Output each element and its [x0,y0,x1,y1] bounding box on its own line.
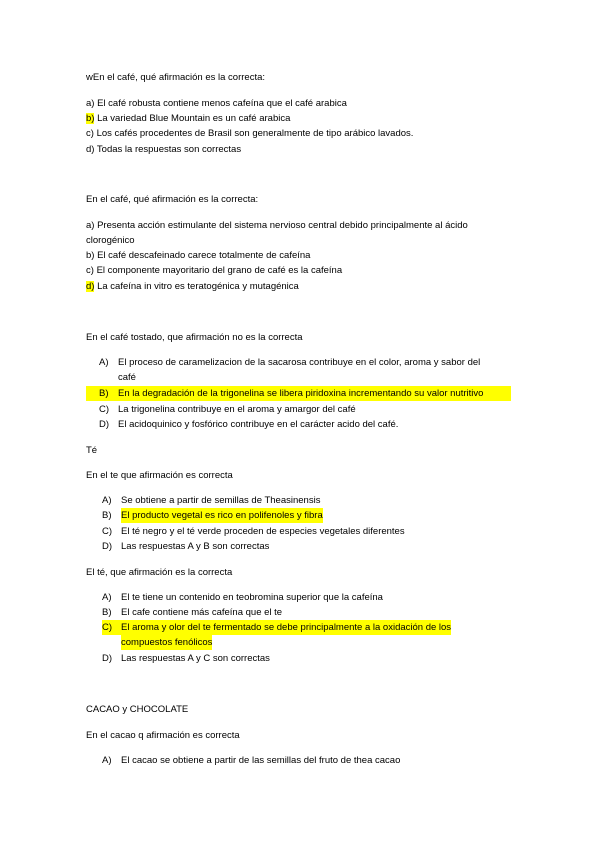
section-heading-te: Té [86,445,98,456]
option-text: El te tiene un contenido en teobromina superior que la cafeína [121,592,383,603]
option-text: Las respuestas A y B son correctas [121,541,270,552]
q2-option-c[interactable] [86,264,342,277]
option-text: El componente mayoritario del grano de café es la cafeína [96,265,343,276]
option-letter: D) [102,541,113,552]
question-5-title: El té, que afirmación es la correcta [86,567,233,578]
q1-option-b[interactable] [86,112,290,125]
option-text: El cacao se obtiene a partir de las semillas del fruto de thea cacao [121,755,401,766]
q3-option-b[interactable] [86,386,511,401]
option-text: El producto vegetal es rico en polifenoles y fibra [121,510,323,521]
option-text: Se obtiene a partir de semillas de Theasinensis [121,495,321,506]
option-text: Presenta acción estimulante del sistema nervioso central debido principalmente al ácido [97,220,468,231]
question-1-title: wEn el café, qué afirmación es la correcta: [86,72,266,83]
option-letter: b) [86,113,95,124]
option-letter: c) [86,265,94,276]
option-text: El café robusta contiene menos cafeína que el café arabica [97,98,347,109]
option-text: Todas la respuestas son correctas [96,144,242,155]
q2-option-d[interactable] [86,280,299,293]
option-letter: A) [99,357,109,368]
option-letter: a) [86,98,95,109]
option-text: El acidoquinico y fosfórico contribuye en el carácter acido del café. [118,419,399,430]
option-text: La trigonelina contribuye en el aroma y amargor del café [118,404,356,415]
option-letter: b) [86,250,95,261]
question-6-title: En el cacao q afirmación es correcta [86,730,240,741]
q2-option-b[interactable] [86,249,310,262]
option-letter: C) [102,526,113,537]
option-letter: C) [102,620,122,635]
option-letter: C) [99,404,110,415]
option-letter: B) [99,388,109,399]
option-text: El té negro y el té verde proceden de especies vegetales diferentes [121,526,405,537]
question-4-title: En el te que afirmación es correcta [86,470,233,481]
question-3-title: En el café tostado, que afirmación no es la correcta [86,332,303,343]
option-letter: B) [102,510,112,521]
option-letter: D) [102,653,113,664]
option-letter: D) [99,419,110,430]
option-letter: A) [102,592,112,603]
option-letter: c) [86,128,94,139]
option-text: Los cafés procedentes de Brasil son generalmente de tipo arábico lavados. [96,128,414,139]
option-letter: A) [102,495,112,506]
option-text: café [118,372,136,383]
option-text: El café descafeinado carece totalmente de cafeína [97,250,311,261]
option-text: El cafe contiene más cafeína que el te [121,607,283,618]
option-letter: d) [86,144,95,155]
question-2-title: En el café, qué afirmación es la correcta: [86,194,259,205]
option-text: El proceso de caramelizacion de la sacarosa contribuye en el color, aroma y sabor del [118,357,481,368]
option-letter: A) [102,755,112,766]
option-text: En la degradación de la trigonelina se libera piridoxina incrementando su valor nutritivo [118,388,484,399]
option-text: La variedad Blue Mountain es un café arabica [97,113,291,124]
option-text: El aroma y olor del te fermentado se debe principalmente a la oxidación de los [121,622,452,633]
option-text: compuestos fenólicos [121,637,213,648]
q2-option-a[interactable] [86,219,468,232]
option-letter: d) [86,281,95,292]
q2-option-a-continued: clorogénico [86,235,135,246]
q1-option-d[interactable] [86,143,241,156]
q1-option-a[interactable] [86,97,347,110]
option-text: Las respuestas A y C son correctas [121,653,270,664]
section-heading-cacao: CACAO y CHOCOLATE [86,704,189,715]
option-letter: B) [102,607,112,618]
option-text: La cafeína in vitro es teratogénica y mutagénica [97,281,299,292]
q1-option-c[interactable] [86,127,413,140]
option-letter: a) [86,220,95,231]
